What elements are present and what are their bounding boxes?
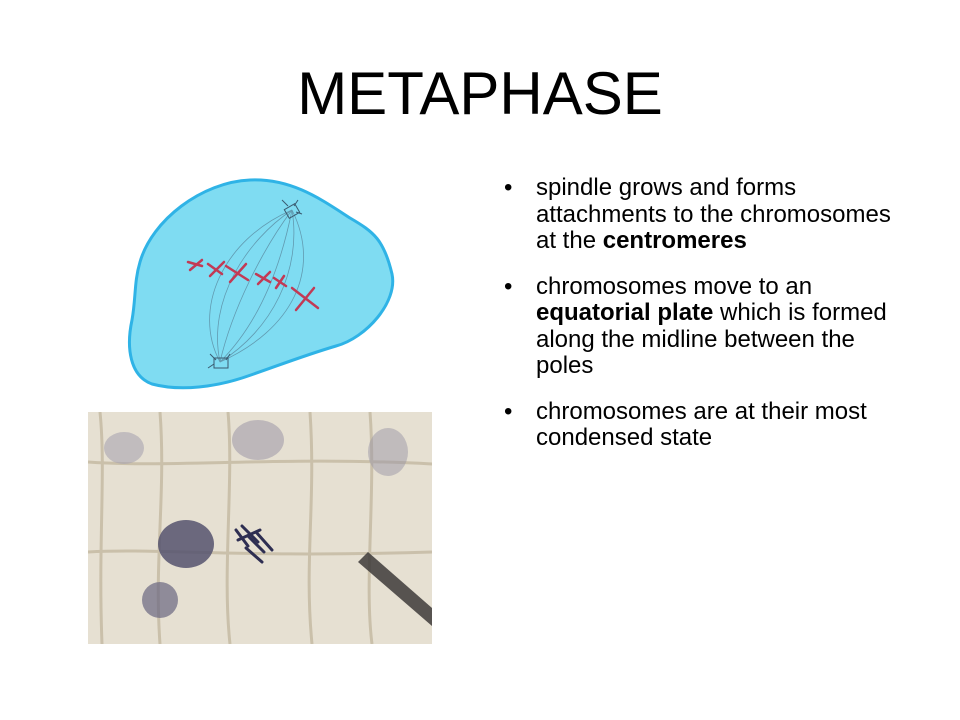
metaphase-cell-diagram — [122, 170, 406, 400]
cell-outline — [129, 180, 392, 388]
bullet-text: chromosomes move to an equatorial plate which is formed along the midline between the poles — [536, 272, 887, 379]
bullet-item — [496, 175, 916, 255]
bullet-text: spindle grows and forms attachments to the chromosomes at the centromeres — [536, 174, 891, 254]
interphase-nucleus — [104, 432, 144, 464]
bullet-text: chromosomes are at their most condensed state — [536, 397, 867, 451]
interphase-nucleus — [232, 420, 284, 460]
bullet-item — [496, 399, 916, 452]
bullet-marker: • — [504, 272, 513, 300]
bullet-list — [496, 175, 916, 471]
bullet-marker: • — [504, 397, 513, 425]
bullet-item — [496, 274, 916, 380]
bullet-marker: • — [504, 174, 513, 201]
interphase-nucleus — [158, 520, 214, 568]
metaphase-micrograph — [88, 412, 432, 644]
slide-title: METAPHASE — [297, 60, 663, 127]
interphase-nucleus — [368, 428, 408, 476]
interphase-nucleus — [142, 582, 178, 618]
